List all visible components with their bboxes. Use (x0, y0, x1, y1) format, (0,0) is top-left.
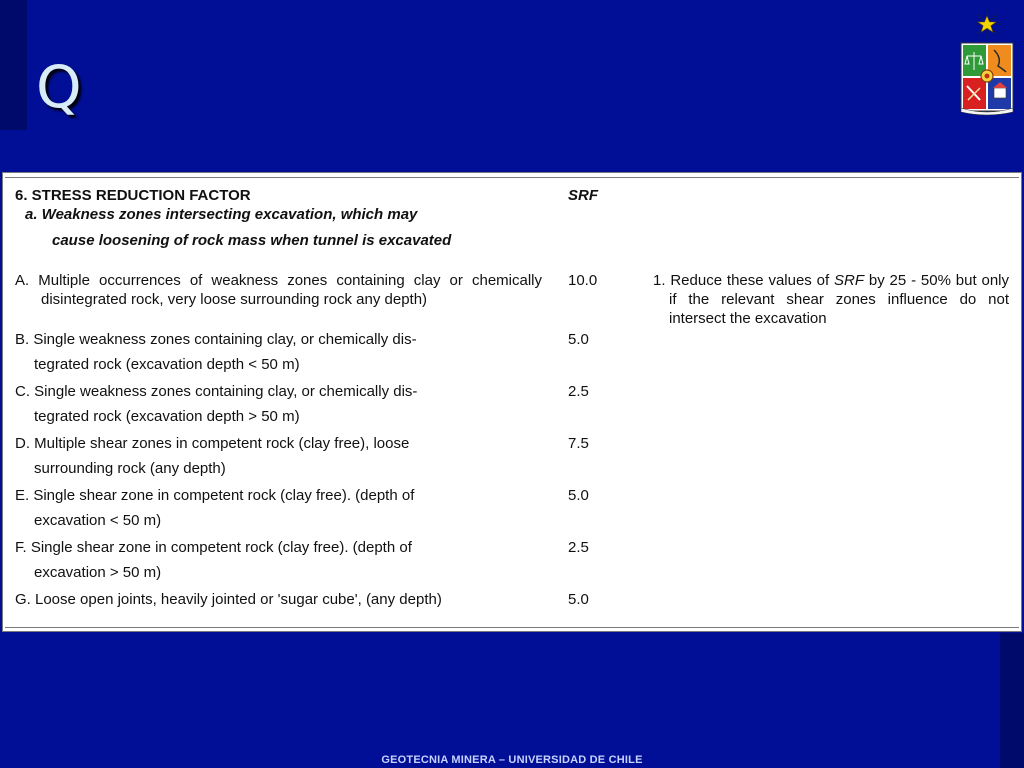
table-row-a-description (15, 271, 542, 309)
table-row-d-line2: surrounding rock (any depth) (34, 460, 226, 477)
note-prefix: 1. Reduce these values of (653, 272, 835, 289)
slide-title: Q (36, 53, 82, 121)
panel-top-rule (5, 177, 1019, 178)
note-term: SRF (834, 272, 865, 289)
table-row-f-line2: excavation > 50 m) (34, 564, 162, 581)
table-row-f-line1: F. Single shear zone in competent rock (clay free). (depth of (15, 539, 412, 556)
right-accent-bar (1000, 633, 1024, 768)
note-suffix: by 25 - 50% but only if the relevant shear zones influence do not intersect the excavation (669, 272, 1009, 327)
table-row-c-line2: tegrated rock (excavation depth > 50 m) (34, 408, 300, 425)
table-subheading-line2: cause loosening of rock mass when tunnel is excavated (52, 232, 452, 249)
slide-footer: GEOTECNIA MINERA – UNIVERSIDAD DE CHILE (381, 754, 643, 766)
table-row-d-line1: D. Multiple shear zones in competent rock (clay free), loose (15, 435, 410, 452)
table-note (653, 271, 1009, 328)
panel-bottom-rule (5, 627, 1019, 628)
table-row-e-line2: excavation < 50 m) (34, 512, 162, 529)
table-row-f-value: 2.5 (568, 539, 589, 556)
table-row-b-line1: B. Single weakness zones containing clay, or chemically dis- (15, 331, 417, 348)
table-row-g-value: 5.0 (568, 591, 589, 608)
table-subheading-line1: a. Weakness zones intersecting excavation, which may (25, 206, 418, 223)
table-row-e-line1: E. Single shear zone in competent rock (clay free). (depth of (15, 487, 415, 504)
table-row-d-value: 7.5 (568, 435, 589, 452)
srf-column-header: SRF (568, 187, 598, 204)
table-heading: 6. STRESS REDUCTION FACTOR (15, 187, 251, 204)
university-coat-of-arms-icon (958, 4, 1016, 116)
table-row-g-line1: G. Loose open joints, heavily jointed or 'sugar cube', (any depth) (15, 591, 442, 608)
table-row-b-line2: tegrated rock (excavation depth < 50 m) (34, 356, 300, 373)
srf-table-panel (2, 172, 1022, 632)
table-row-e-value: 5.0 (568, 487, 589, 504)
row-a-text: A. Multiple occurrences of weakness zones containing clay or chemically disintegrated rock, very loose surrounding rock any depth) (15, 272, 542, 308)
table-row-b-value: 5.0 (568, 331, 589, 348)
table-row-c-value: 2.5 (568, 383, 589, 400)
left-accent-bar (0, 0, 27, 130)
table-row-a-value: 10.0 (568, 272, 598, 289)
table-row-c-line1: C. Single weakness zones containing clay, or chemically dis- (15, 383, 418, 400)
